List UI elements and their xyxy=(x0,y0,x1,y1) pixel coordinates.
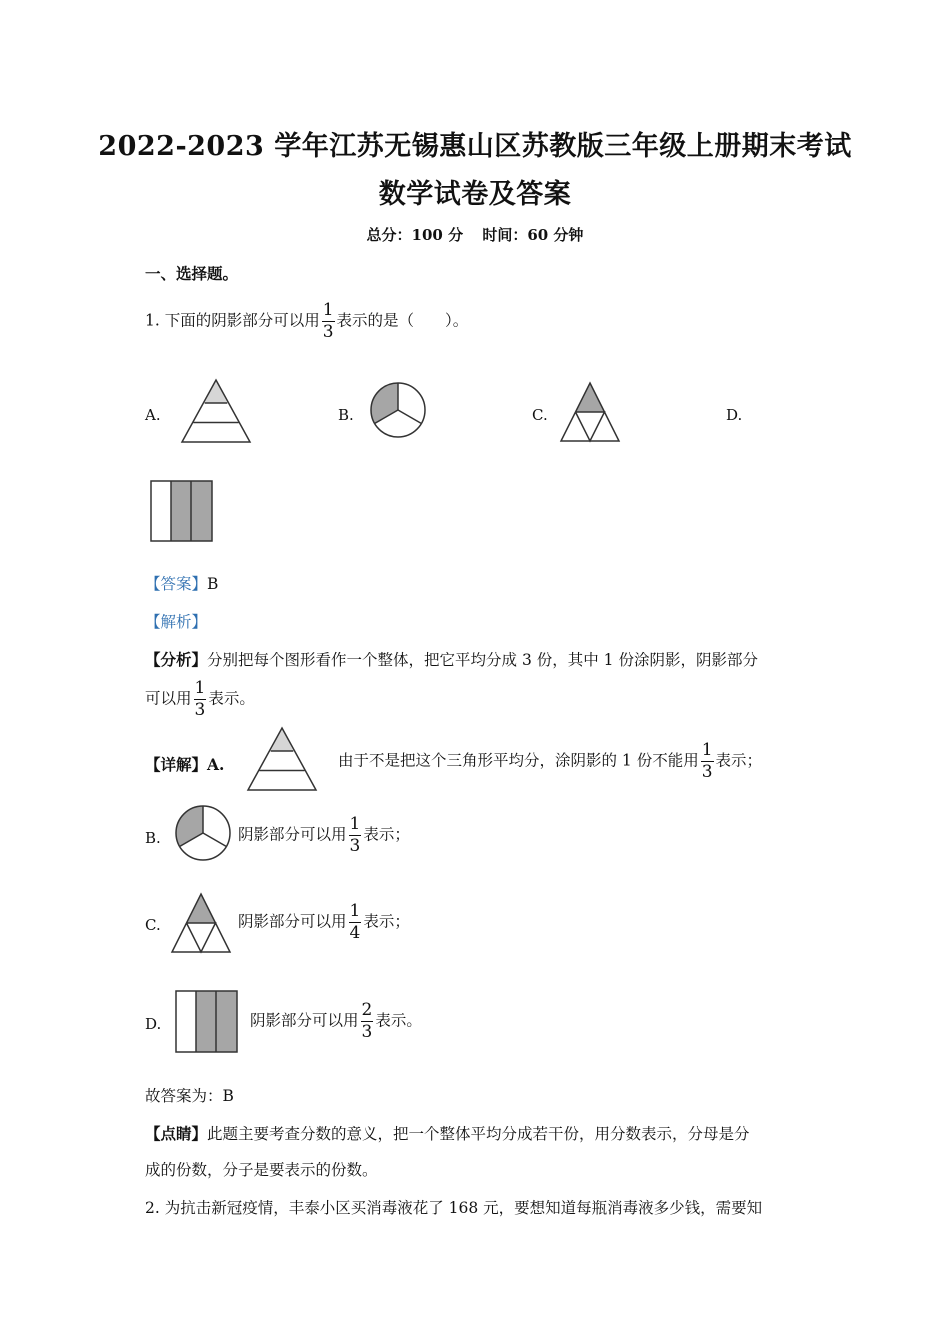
option-c-shaded-part xyxy=(576,383,605,412)
fenxi-text-1: 分别把每个图形看作一个整体，把它平均分成 3 份，其中 1 份涂阴影，阴影部分 xyxy=(207,651,758,669)
detail-c-inner-lines xyxy=(187,923,216,952)
detail-a-triangle-figure xyxy=(246,726,318,792)
option-a-label: A. xyxy=(145,406,161,424)
detail-a-suffix: 表示； xyxy=(715,751,763,770)
option-b-circle-figure xyxy=(367,381,429,439)
detail-a-text-line xyxy=(338,742,762,781)
analysis-line-2 xyxy=(145,680,255,719)
detail-b-text-line xyxy=(238,816,410,855)
dianjing-line-1 xyxy=(145,1122,750,1144)
dianjing-line-2: 成的份数，分子是要表示的份数。 xyxy=(145,1161,378,1179)
answer-label: 【答案】 xyxy=(145,575,208,593)
fenxi-fraction xyxy=(194,680,207,719)
option-c-inner-lines xyxy=(576,412,605,441)
total-score: 总分：100 分 xyxy=(366,226,464,244)
detail-b-label: B. xyxy=(145,829,161,847)
detail-a-text: 由于不是把这个三角形平均分，涂阴影的 1 份不能用 xyxy=(338,751,699,770)
fenxi-frac-den: 3 xyxy=(194,700,206,720)
option-d-label: D. xyxy=(726,406,743,424)
detail-b-text: 阴影部分可以用 xyxy=(238,825,347,844)
answer-value: B xyxy=(207,575,219,593)
fenxi-text-3: 表示。 xyxy=(208,689,255,708)
question-1 xyxy=(145,302,468,341)
fenxi-label: 【分析】 xyxy=(145,650,208,669)
detail-d-fraction xyxy=(361,1002,374,1041)
detail-a-frac-den: 3 xyxy=(701,762,713,782)
detail-d-frac-den: 3 xyxy=(361,1022,373,1042)
q1-frac-den: 3 xyxy=(322,322,334,342)
option-a-shaded-part xyxy=(205,380,228,403)
detail-c-suffix: 表示； xyxy=(363,912,410,931)
detail-d-label: D. xyxy=(145,1015,162,1033)
detail-d-suffix: 表示。 xyxy=(375,1011,422,1030)
document-title-line1: 2022-2023 学年江苏无锡惠山区苏教版三年级上册期末考试 xyxy=(98,131,852,162)
detail-d-rectangle-figure xyxy=(175,990,239,1054)
detail-c-frac-den: 4 xyxy=(349,923,361,943)
detail-b-fraction xyxy=(349,816,362,855)
option-c-label: C. xyxy=(532,406,548,424)
detail-c-fraction xyxy=(349,903,362,942)
detail-b-frac-num: 1 xyxy=(349,814,361,834)
detail-d-text: 阴影部分可以用 xyxy=(250,1011,359,1030)
detail-c-shaded-part xyxy=(187,894,216,923)
question-2: 2. 为抗击新冠疫情，丰泰小区买消毒液花了 168 元，要想知道每瓶消毒液多少钱，需要知 xyxy=(145,1199,763,1217)
detail-d-text-line xyxy=(250,1002,422,1041)
detail-c-triangle-figure xyxy=(168,892,234,954)
dianjing-label: 【点睛】 xyxy=(145,1124,208,1143)
q1-fraction xyxy=(322,302,335,341)
option-d-rectangle-figure xyxy=(150,480,214,544)
detail-c-label: C. xyxy=(145,916,161,934)
detail-c-frac-num: 1 xyxy=(349,901,361,921)
fenxi-text-2: 可以用 xyxy=(145,689,192,708)
detail-a-frac-num: 1 xyxy=(701,740,713,760)
detail-b-frac-den: 3 xyxy=(349,836,361,856)
detail-b-suffix: 表示； xyxy=(363,825,410,844)
detail-c-text-line xyxy=(238,903,410,942)
detail-c-text: 阴影部分可以用 xyxy=(238,912,347,931)
section-heading: 一、选择题。 xyxy=(145,264,239,283)
detail-b-circle-figure xyxy=(172,804,234,862)
q1-suffix: 表示的是（ ）。 xyxy=(336,311,469,330)
detail-d-frac-num: 2 xyxy=(361,1000,373,1020)
option-b-label: B. xyxy=(338,406,354,424)
document-title-line2: 数学试卷及答案 xyxy=(378,179,572,210)
detail-a-label-line xyxy=(145,753,224,775)
q1-frac-num: 1 xyxy=(322,300,334,320)
option-b-radius-3 xyxy=(398,410,421,424)
detail-a-shaded-part xyxy=(271,728,294,751)
analysis-line-1 xyxy=(145,648,758,670)
detail-b-radius-3 xyxy=(203,833,226,847)
exam-time: 时间：60 分钟 xyxy=(482,226,584,244)
analysis-label: 【解析】 xyxy=(145,613,208,631)
fenxi-frac-num: 1 xyxy=(194,678,206,698)
option-c-triangle-figure xyxy=(557,381,623,443)
detail-label: 【详解】A. xyxy=(145,755,225,774)
q1-prefix: 1. 下面的阴影部分可以用 xyxy=(145,311,320,330)
answer-line xyxy=(145,572,218,594)
detail-a-fraction xyxy=(701,742,714,781)
option-a-triangle-figure xyxy=(180,378,252,444)
conclusion: 故答案为：B xyxy=(145,1087,234,1105)
dianjing-text-1: 此题主要考查分数的意义，把一个整体平均分成若干份，用分数表示，分母是分 xyxy=(207,1125,750,1143)
exam-meta xyxy=(0,224,950,245)
